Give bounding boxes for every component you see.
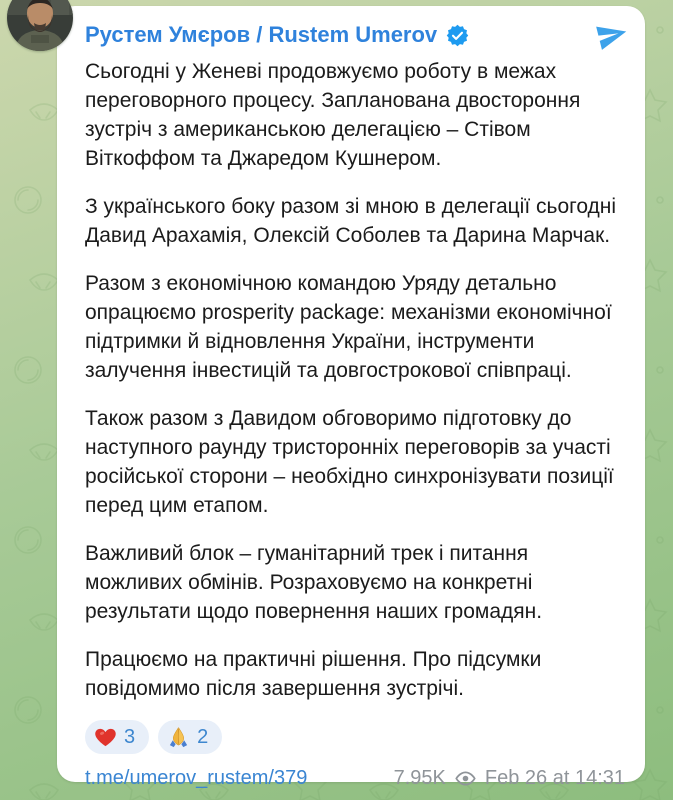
message-text: [85, 57, 627, 703]
message-bubble: [57, 6, 645, 789]
paragraph: Працюємо на практичні рішення. Про підсумки повідомимо після завершення зустрічі.: [85, 648, 542, 700]
paragraph: Разом з економічною командою Уряду детально опрацюємо prosperity package: механізми економічної підтримки й відновлення України, інструменти залучення інвестицій та довгострокової співпраці.: [85, 272, 612, 382]
reaction-count: 3: [124, 725, 136, 748]
paragraph: З українського боку разом зі мною в делегації сьогодні Давид Арахамія, Олексій Соболев та Дарина Марчак.: [85, 195, 617, 247]
paragraph: Важливий блок – гуманітарний трек і питання можливих обмінів. Розраховуємо на конкретні результати щодо повернення наших громадян.: [85, 542, 543, 623]
red-heart-icon: [94, 726, 117, 749]
verified-badge-icon: [446, 24, 469, 47]
reaction-heart[interactable]: [85, 720, 149, 754]
reaction-count: 2: [197, 725, 209, 748]
views-eye-icon: [455, 771, 476, 786]
reaction-pray[interactable]: [158, 720, 222, 754]
post-header: [85, 20, 627, 50]
paragraph: Також разом з Давидом обговоримо підготовку до наступного раунду тристоронніх переговорів за участі російської сторони – необхідно синхронізувати позиції перед цим етапом.: [85, 407, 614, 517]
view-count: 7.95K: [393, 767, 446, 789]
telegram-plane-icon[interactable]: [596, 19, 628, 51]
reactions-row: [85, 720, 627, 754]
post-link[interactable]: t.me/umerov_rustem/379: [85, 767, 308, 789]
post-footer: [85, 767, 627, 790]
channel-name[interactable]: Рустем Умєров / Rustem Umerov: [85, 22, 438, 47]
timestamp: Feb 26 at 14:31: [484, 767, 625, 789]
paragraph: Сьогодні у Женеві продовжуємо роботу в межах переговорного процесу. Запланована двостороння зустріч з американською делегацією – Стівом Віткоффом та Джаредом Кушнером.: [85, 60, 581, 170]
post-meta: [394, 767, 625, 790]
folded-hands-icon: [167, 726, 190, 749]
